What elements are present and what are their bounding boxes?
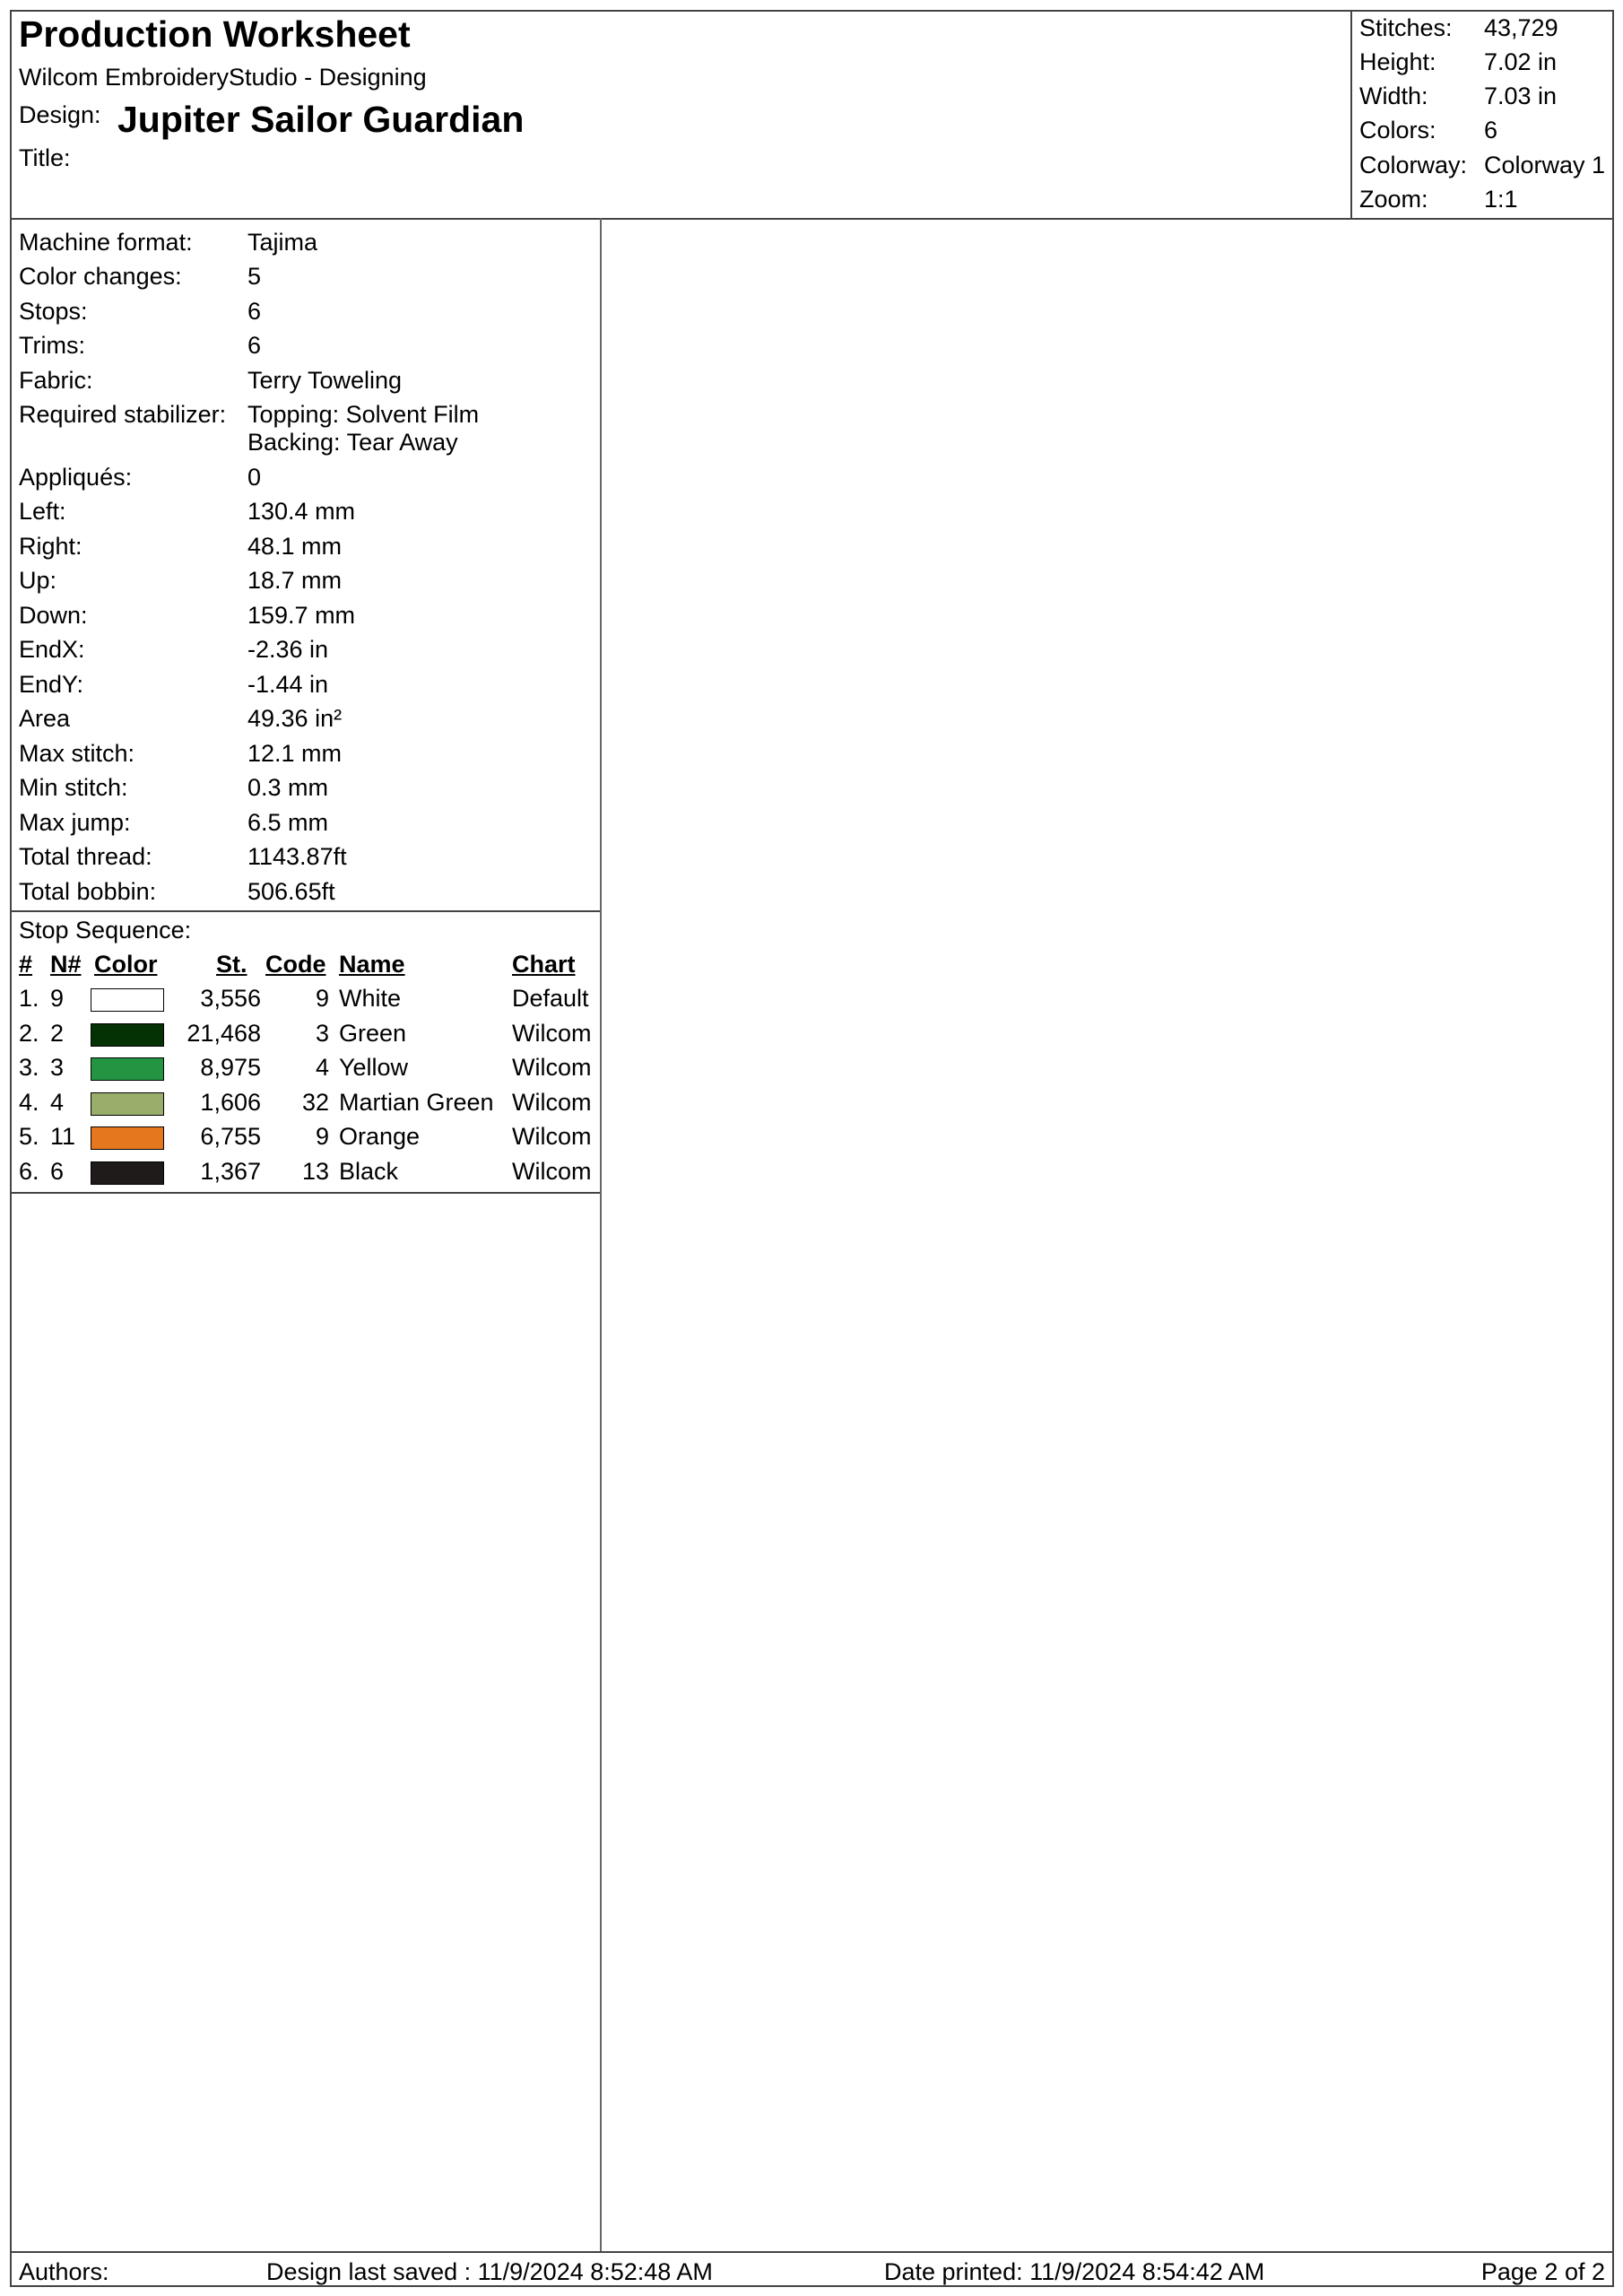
info-label: Trims: xyxy=(19,332,85,359)
info-value: 6.5 mm xyxy=(247,809,329,836)
info-value: -2.36 in xyxy=(247,636,329,663)
design-name: Jupiter Sailor Guardian xyxy=(117,99,525,140)
info-label: Left: xyxy=(19,498,66,525)
info-label: Required stabilizer: xyxy=(19,401,227,428)
table-row xyxy=(12,1054,600,1088)
stop-sequence-title: Stop Sequence: xyxy=(19,917,192,944)
row-n: 2 xyxy=(50,1020,65,1047)
row-stitches: 6,755 xyxy=(200,1123,261,1150)
info-label: Area xyxy=(19,705,71,732)
stat-value: 6 xyxy=(1484,117,1498,144)
info-value: 159.7 mm xyxy=(247,602,356,629)
row-chart: Wilcom xyxy=(512,1089,592,1116)
info-label: Up: xyxy=(19,567,57,594)
row-num: 5. xyxy=(19,1123,39,1150)
color-swatch xyxy=(91,1023,164,1047)
col-header-code: Code xyxy=(265,951,326,978)
color-swatch xyxy=(91,1057,164,1081)
color-swatch xyxy=(91,988,164,1012)
footer-last-saved: Design last saved : 11/9/2024 8:52:48 AM xyxy=(266,2258,713,2285)
row-name: White xyxy=(339,985,402,1012)
worksheet-header xyxy=(12,12,1612,220)
section-divider xyxy=(12,910,600,912)
info-value: 506.65ft xyxy=(247,878,335,905)
info-value: 49.36 in² xyxy=(247,705,343,732)
info-value: -1.44 in xyxy=(247,671,329,698)
row-num: 6. xyxy=(19,1158,39,1185)
info-value: 0.3 mm xyxy=(247,774,329,801)
info-label: EndX: xyxy=(19,636,85,663)
row-code: 4 xyxy=(315,1054,329,1081)
table-row xyxy=(12,1089,600,1123)
row-num: 3. xyxy=(19,1054,39,1081)
row-code: 32 xyxy=(301,1089,329,1116)
row-code: 13 xyxy=(301,1158,329,1185)
info-value: 130.4 mm xyxy=(247,498,356,525)
stat-label: Width: xyxy=(1359,83,1428,109)
color-swatch xyxy=(91,1161,164,1185)
info-value: 48.1 mm xyxy=(247,533,343,560)
info-label: Max stitch: xyxy=(19,740,135,767)
info-value: 12.1 mm xyxy=(247,740,343,767)
row-name: Orange xyxy=(339,1123,421,1150)
row-n: 9 xyxy=(50,985,65,1012)
section-divider xyxy=(12,1192,600,1194)
info-value: Tajima xyxy=(247,229,318,256)
row-n: 11 xyxy=(50,1123,76,1150)
info-value: Terry Toweling xyxy=(247,367,403,394)
header-stats xyxy=(1350,12,1614,218)
info-label: Down: xyxy=(19,602,88,629)
color-swatch xyxy=(91,1126,164,1150)
footer-page-number: Page 2 of 2 xyxy=(1480,2258,1605,2285)
row-chart: Wilcom xyxy=(512,1054,592,1081)
info-label: Total bobbin: xyxy=(19,878,157,905)
footer-date-printed: Date printed: 11/9/2024 8:54:42 AM xyxy=(884,2258,1265,2285)
title-label: Title: xyxy=(19,144,71,171)
info-label: Total thread: xyxy=(19,843,152,870)
stat-value: 7.03 in xyxy=(1484,83,1558,109)
info-label: Stops: xyxy=(19,298,88,325)
stat-label: Colorway: xyxy=(1359,152,1468,178)
stat-label: Zoom: xyxy=(1359,186,1428,213)
table-row xyxy=(12,1123,600,1157)
row-chart: Wilcom xyxy=(512,1123,592,1150)
row-chart: Default xyxy=(512,985,589,1012)
info-value-second-line: Backing: Tear Away xyxy=(247,429,458,456)
stat-value: Colorway 1 xyxy=(1484,152,1606,178)
app-name: Wilcom EmbroideryStudio - Designing xyxy=(19,64,427,91)
footer-authors: Authors: xyxy=(19,2258,109,2285)
row-chart: Wilcom xyxy=(512,1158,592,1185)
row-num: 4. xyxy=(19,1089,39,1116)
info-label: EndY: xyxy=(19,671,84,698)
info-value: 0 xyxy=(247,464,262,491)
details-column xyxy=(12,218,602,2251)
col-header-chart: Chart xyxy=(512,951,576,978)
col-header-n: N# xyxy=(50,951,82,978)
row-name: Yellow xyxy=(339,1054,409,1081)
row-n: 4 xyxy=(50,1089,65,1116)
row-code: 9 xyxy=(315,985,329,1012)
row-code: 3 xyxy=(315,1020,329,1047)
info-label: Machine format: xyxy=(19,229,193,256)
stat-value: 7.02 in xyxy=(1484,48,1558,75)
info-value: 5 xyxy=(247,263,262,290)
info-label: Fabric: xyxy=(19,367,93,394)
table-row xyxy=(12,1158,600,1192)
row-stitches: 8,975 xyxy=(200,1054,261,1081)
col-header-stitches: St. xyxy=(216,951,247,978)
row-n: 3 xyxy=(50,1054,65,1081)
info-value: 6 xyxy=(247,332,262,359)
stat-value: 43,729 xyxy=(1484,14,1558,41)
row-n: 6 xyxy=(50,1158,65,1185)
info-value: 6 xyxy=(247,298,262,325)
row-name: Green xyxy=(339,1020,407,1047)
row-num: 1. xyxy=(19,985,39,1012)
design-label: Design: xyxy=(19,101,101,128)
row-name: Martian Green xyxy=(339,1089,494,1116)
row-stitches: 3,556 xyxy=(200,985,261,1012)
info-value: Topping: Solvent Film xyxy=(247,401,480,428)
col-header-num: # xyxy=(19,951,33,978)
worksheet-footer xyxy=(12,2251,1612,2287)
info-label: Min stitch: xyxy=(19,774,128,801)
stat-label: Height: xyxy=(1359,48,1436,75)
row-stitches: 1,606 xyxy=(200,1089,261,1116)
stat-label: Colors: xyxy=(1359,117,1436,144)
info-value: 18.7 mm xyxy=(247,567,343,594)
color-swatch xyxy=(91,1092,164,1116)
stat-value: 1:1 xyxy=(1484,186,1518,213)
table-row xyxy=(12,985,600,1019)
table-row xyxy=(12,1020,600,1054)
row-chart: Wilcom xyxy=(512,1020,592,1047)
row-code: 9 xyxy=(315,1123,329,1150)
row-stitches: 1,367 xyxy=(200,1158,261,1185)
info-label: Max jump: xyxy=(19,809,131,836)
info-value: 1143.87ft xyxy=(247,843,347,870)
col-header-color: Color xyxy=(94,951,158,978)
info-label: Appliqués: xyxy=(19,464,133,491)
worksheet-page xyxy=(10,10,1614,2287)
stat-label: Stitches: xyxy=(1359,14,1453,41)
row-name: Black xyxy=(339,1158,399,1185)
col-header-name: Name xyxy=(339,951,405,978)
header-left xyxy=(19,12,1346,218)
row-num: 2. xyxy=(19,1020,39,1047)
info-label: Right: xyxy=(19,533,82,560)
page-title: Production Worksheet xyxy=(19,13,411,55)
row-stitches: 21,468 xyxy=(187,1020,261,1047)
info-label: Color changes: xyxy=(19,263,182,290)
